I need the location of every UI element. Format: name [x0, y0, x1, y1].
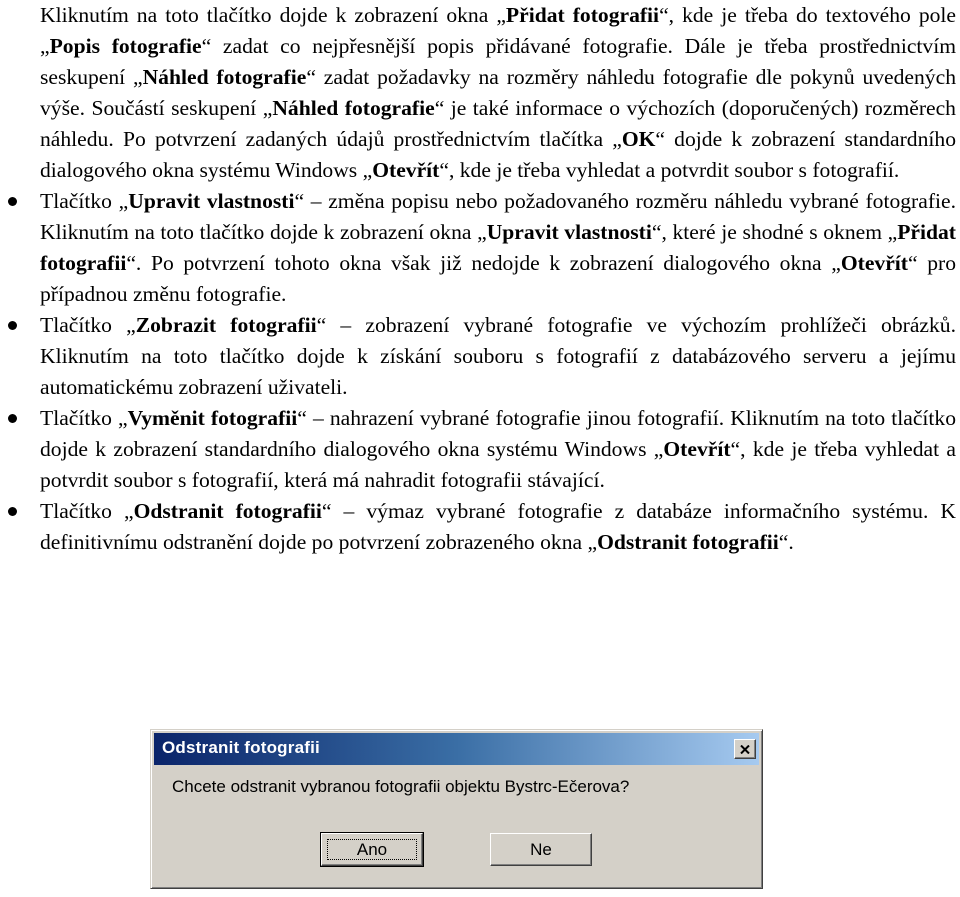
bullet-icon — [2, 403, 22, 434]
dialog-message: Chcete odstranit vybranou fotografii objektu Bystrc-Ečerova? — [172, 777, 630, 796]
dialog-titlebar[interactable] — [154, 733, 759, 765]
close-button[interactable] — [734, 739, 756, 759]
text-run: “ je také informace o výchozích (doporučených) rozměrech náhledu. Po potvrzení zadaných údajů prostřednictvím tlačítka „ — [40, 96, 956, 151]
bold-term: Zobrazit fotografii — [135, 313, 317, 337]
text-run: “, kde je třeba vyhledat a potvrdit soubor s fotografií. — [439, 158, 900, 182]
close-icon — [740, 745, 750, 754]
text-run: “, kde je třeba vyhledat a potvrdit soubor s fotografií, která má nahradit fotografii stávající. — [40, 437, 956, 492]
text-run: “ – změna popisu nebo požadovaného rozměru náhledu vybrané fotografie. Kliknutím na toto tlačítko dojde k zobrazení okna „ — [40, 189, 956, 244]
no-button-label: Ne — [530, 839, 552, 859]
list-item — [40, 310, 956, 403]
text-run: “. Po potvrzení tohoto okna však již nedojde k zobrazení dialogového okna „ — [126, 251, 841, 275]
list-item-text — [40, 499, 956, 554]
bullet-icon — [2, 310, 22, 341]
no-button[interactable] — [490, 833, 592, 866]
bold-term: Odstranit fotografii — [133, 499, 322, 523]
list-item-text — [40, 406, 956, 492]
text-run: “ – výmaz vybrané fotografie z databáze informačního systému. K definitivnímu odstranění dojde po potvrzení zobrazeného okna „ — [40, 499, 956, 554]
bold-term: Otevřít — [663, 437, 731, 461]
dialog-title: Odstranit fotografii — [162, 738, 320, 757]
bold-term: Otevřít — [840, 251, 908, 275]
intro-paragraph — [40, 0, 956, 186]
document-body — [40, 0, 956, 558]
yes-button-label: Ano — [356, 839, 388, 859]
text-run: Tlačítko „ — [40, 499, 134, 523]
text-run: Tlačítko „ — [40, 313, 136, 337]
list-item-text — [40, 313, 956, 399]
text-run: “ – nahrazení vybrané fotografie jinou fotografií. Kliknutím na toto tlačítko dojde k zobrazení standardního dialogového okna systému Windows „ — [40, 406, 957, 461]
bold-term: Náhled fotografie — [142, 65, 307, 89]
text-run: “, které je shodné s oknem „ — [651, 220, 898, 244]
bold-term: OK — [621, 127, 656, 151]
list-item — [40, 403, 956, 496]
text-run: “ zadat požadavky na rozměry náhledu fotografie dle pokynů uvedených výše. Součástí seskupení „ — [40, 65, 956, 120]
text-run: “ pro případnou změnu fotografie. — [40, 251, 956, 306]
text-run: “ dojde k zobrazení standardního dialogového okna systému Windows „ — [40, 127, 956, 182]
focus-rectangle — [327, 839, 417, 860]
text-run: “ – zobrazení vybrané fotografie ve výchozím prohlížeči obrázků. Kliknutím na toto tlačítko dojde k získání souboru s fotografií z databázového serveru a jejímu automatickému zobrazení uživateli. — [40, 313, 956, 399]
list-item — [40, 186, 956, 310]
list-item-text — [40, 189, 956, 306]
text-run: Tlačítko „ — [40, 189, 129, 213]
text-run: “. — [778, 530, 794, 554]
bold-term: Otevřít — [372, 158, 440, 182]
bold-term: Odstranit fotografii — [597, 530, 779, 554]
yes-button[interactable] — [321, 833, 423, 866]
bold-term: Náhled fotografie — [272, 96, 435, 120]
bold-term: Vyměnit fotografii — [127, 406, 298, 430]
text-run: Tlačítko „ — [40, 406, 128, 430]
bold-term: Upravit vlastnosti — [128, 189, 295, 213]
list-item — [40, 496, 956, 558]
confirm-dialog — [150, 729, 763, 889]
bold-term: Upravit vlastnosti — [486, 220, 652, 244]
bullet-icon — [2, 496, 22, 527]
text-run: “, kde je třeba do textového pole „ — [40, 3, 957, 58]
text-run: “ zadat co nejpřesnější popis přidávané fotografie. Dále je třeba prostřednictvím seskupení „ — [40, 34, 956, 89]
text-run: Kliknutím na toto tlačítko dojde k zobrazení okna „ — [40, 3, 506, 27]
bullet-icon — [2, 186, 22, 217]
bold-term: Přidat fotografii — [40, 220, 956, 275]
bold-term: Přidat fotografii — [505, 3, 660, 27]
bold-term: Popis fotografie — [49, 34, 202, 58]
